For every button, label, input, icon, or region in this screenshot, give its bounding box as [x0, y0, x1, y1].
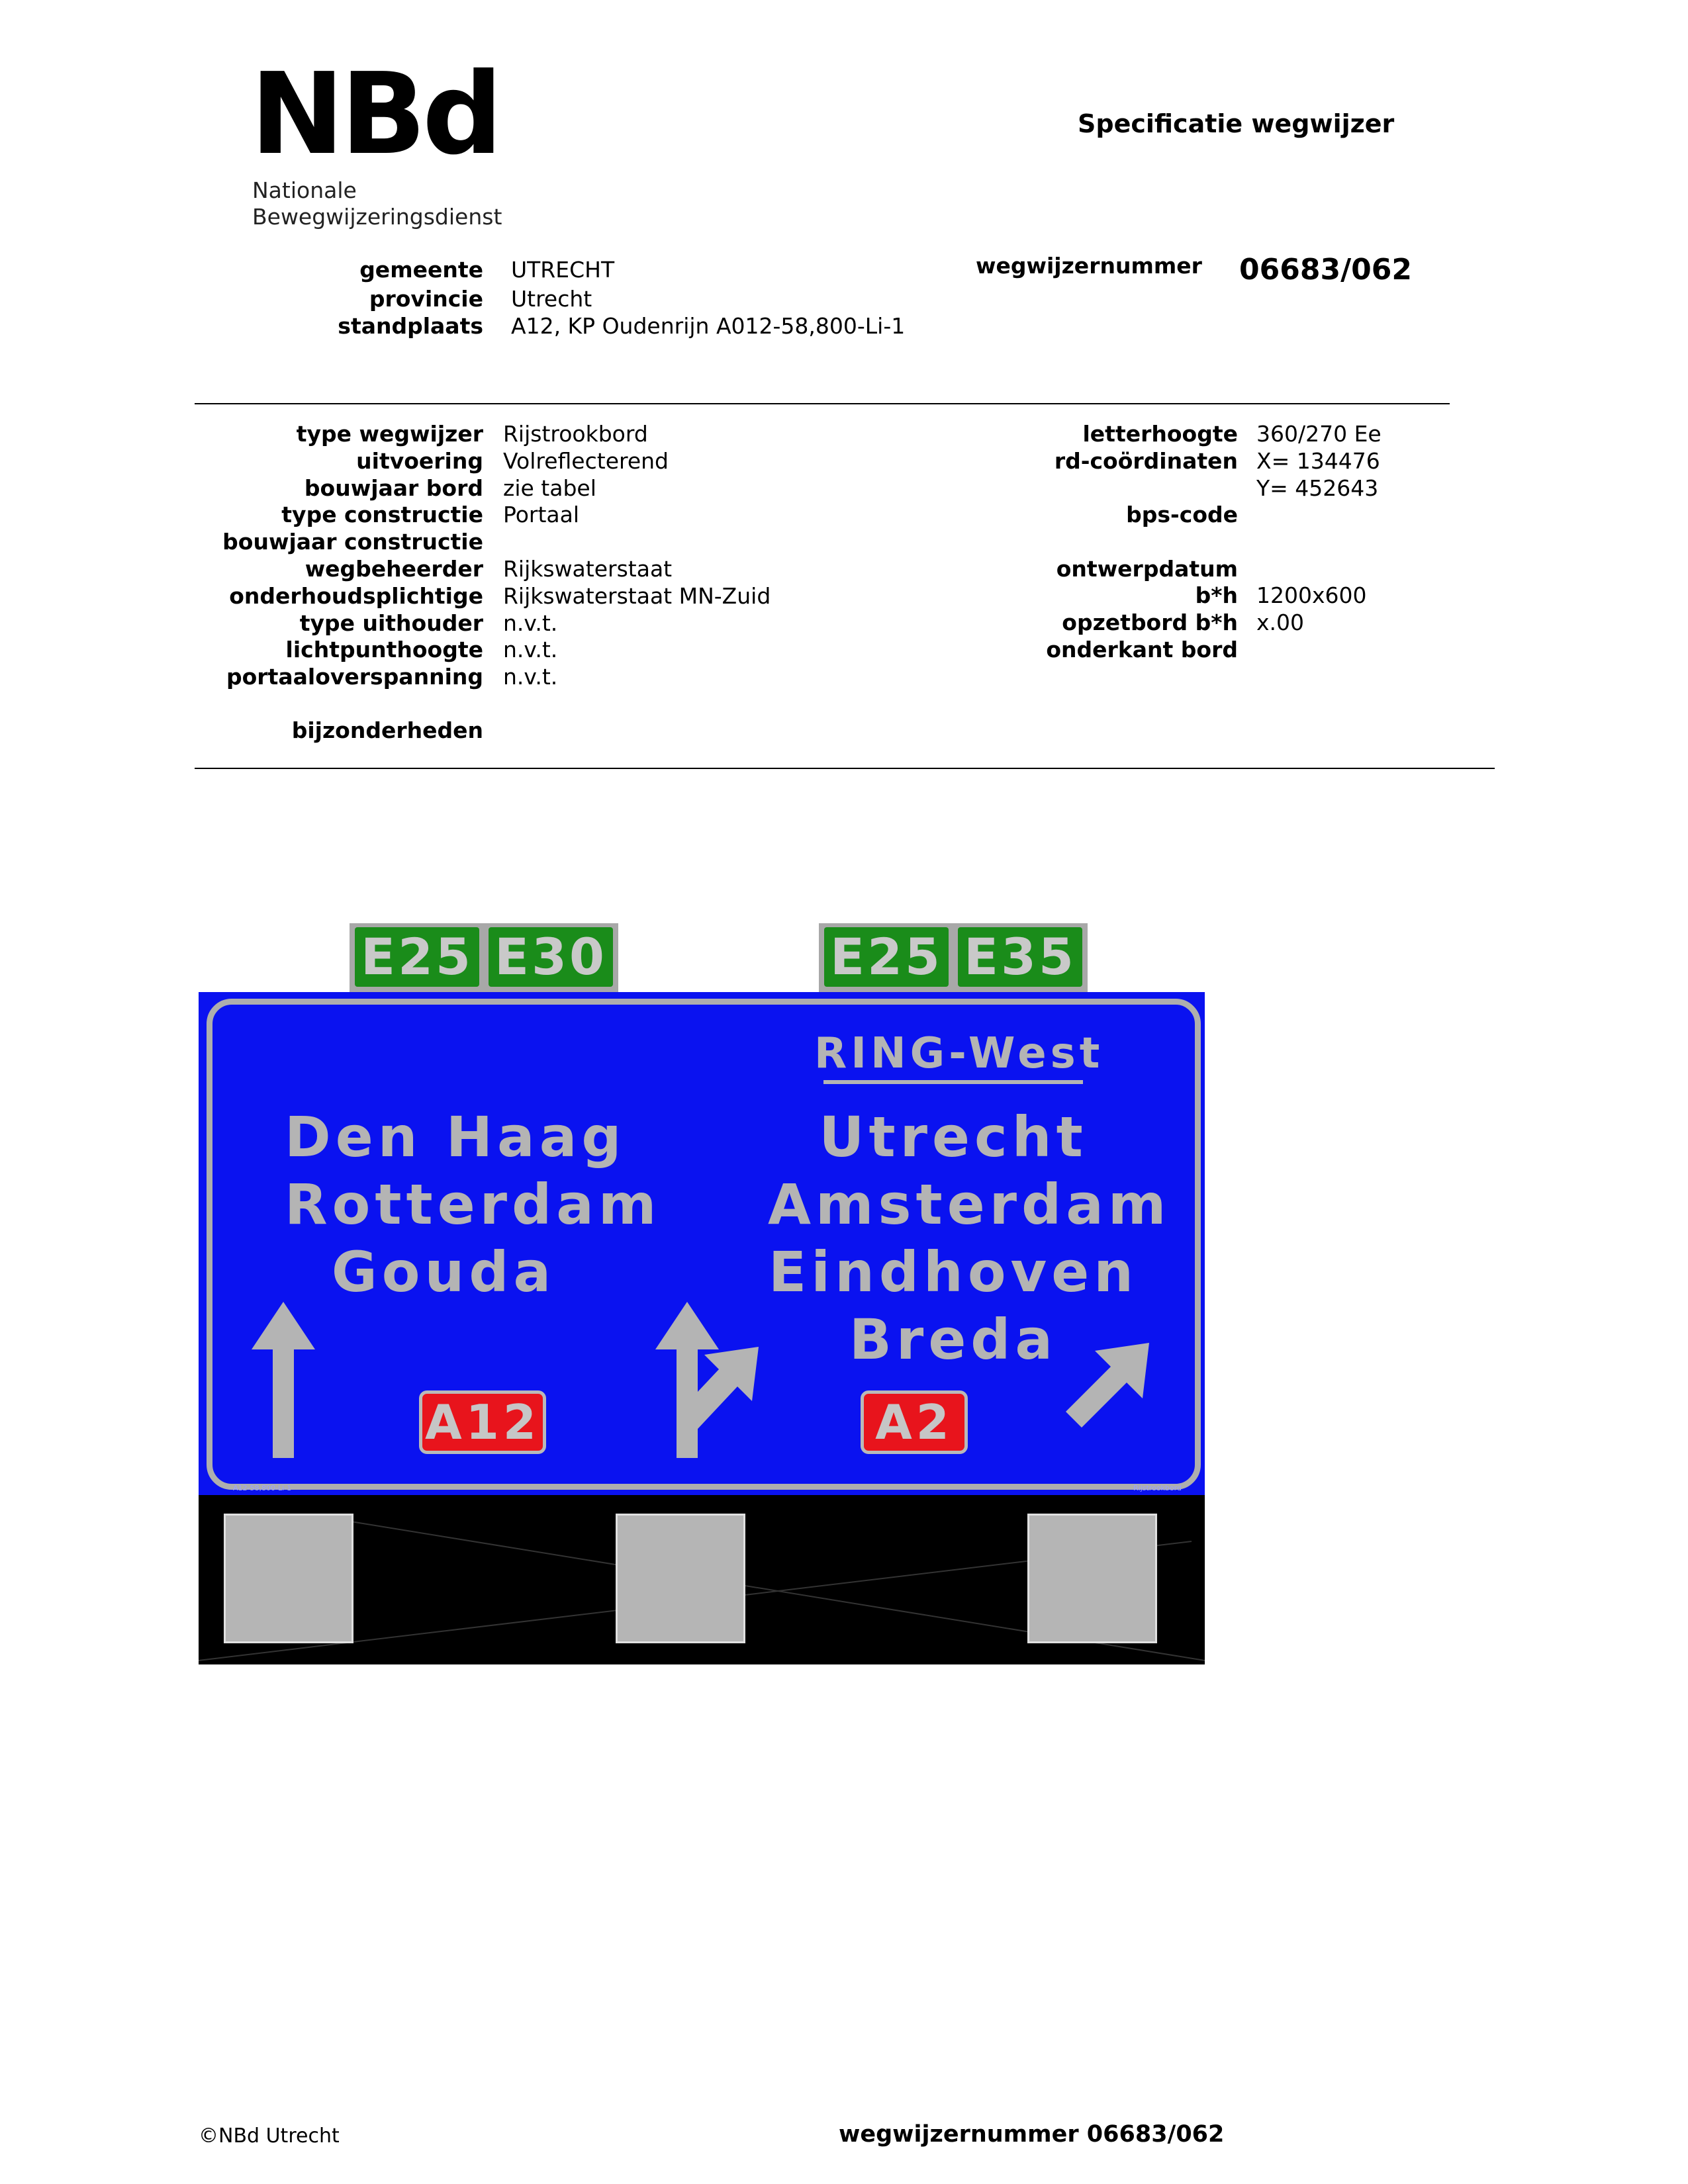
logo-line-1: Nationale: [252, 177, 357, 203]
a-road-shield: A12: [419, 1390, 546, 1454]
e-route-shield: E35: [958, 927, 1082, 987]
spec-value: Rijstrookbord: [503, 421, 648, 447]
post-placeholder: [224, 1514, 353, 1643]
spec-value: n.v.t.: [503, 637, 558, 662]
logo-line-2: Bewegwijzeringsdienst: [252, 204, 502, 230]
spec-value: n.v.t.: [503, 610, 558, 636]
e-route-shield: E25: [824, 927, 949, 987]
destination-right: Amsterdam: [768, 1172, 1171, 1237]
bijzonderheden-label: bijzonderheden: [291, 717, 483, 743]
gemeente-value: UTRECHT: [511, 257, 615, 283]
rd-x-value: X= 134476: [1256, 448, 1380, 474]
divider-top: [195, 403, 1450, 404]
bh-value: 1200x600: [1256, 582, 1367, 608]
spec-label: onderhoudsplichtige: [229, 583, 483, 609]
destination-left: Den Haag: [285, 1105, 626, 1169]
spec-value: n.v.t.: [503, 664, 558, 690]
spec-label: bouwjaar bord: [304, 475, 483, 501]
a-road-shield: A2: [861, 1390, 968, 1454]
standplaats-value: A12, KP Oudenrijn A012-58,800-Li-1: [511, 313, 906, 339]
opzetbord-label: opzetbord b*h: [1062, 610, 1238, 635]
ontwerpdatum-label: ontwerpdatum: [1056, 556, 1238, 582]
wegwijzernummer-label: wegwijzernummer: [976, 253, 1202, 279]
onderkant-label: onderkant bord: [1046, 637, 1238, 662]
ring-label: RING-West: [814, 1029, 1104, 1078]
bh-label: b*h: [1195, 582, 1238, 608]
spec-label: type wegwijzer: [296, 421, 483, 447]
document-title: Specificatie wegwijzer: [1078, 109, 1395, 138]
e-route-shield: E30: [489, 927, 613, 987]
spec-value: Rijkswaterstaat: [503, 556, 673, 582]
rd-y-value: Y= 452643: [1256, 475, 1379, 501]
spec-label: uitvoering: [356, 448, 483, 474]
e-route-shield-group-right: [819, 923, 1088, 992]
arrow-straight-right-icon: [655, 1302, 759, 1458]
sign-drawing: [199, 923, 1205, 1664]
footer-copyright: ©NBd Utrecht: [199, 2124, 340, 2148]
bps-code-label: bps-code: [1126, 502, 1238, 527]
letterhoogte-label: letterhoogte: [1082, 421, 1238, 447]
standplaats-label: standplaats: [338, 313, 483, 339]
post-placeholder: [1027, 1514, 1157, 1643]
footer-wegwijzernummer: wegwijzernummer 06683/062: [839, 2121, 1225, 2148]
e-route-shield: E25: [355, 927, 479, 987]
wegwijzernummer-value: 06683/062: [1239, 253, 1412, 287]
spec-label: type constructie: [281, 502, 483, 527]
sign-panel: [199, 992, 1205, 1495]
gemeente-label: gemeente: [359, 257, 483, 283]
spec-label: portaaloverspanning: [226, 664, 483, 690]
sign-structure-base: [199, 1495, 1205, 1664]
provincie-label: provincie: [369, 286, 483, 312]
opzetbord-value: x.00: [1256, 610, 1305, 635]
arrow-straight-icon: [252, 1302, 315, 1458]
destination-right: Eindhoven: [768, 1240, 1139, 1304]
spec-label: bouwjaar constructie: [222, 529, 483, 555]
arrow-diagonal-right-icon: [1066, 1343, 1149, 1428]
provincie-value: Utrecht: [511, 286, 592, 312]
lane-arrows: [199, 992, 1205, 1495]
letterhoogte-value: 360/270 Ee: [1256, 421, 1382, 447]
sign-code-tiny: A12-58,800-Li-1: [233, 1484, 292, 1492]
destination-left: Gouda: [331, 1240, 556, 1304]
spec-label: lichtpunthoogte: [285, 637, 483, 662]
spec-value: Volreflecterend: [503, 448, 669, 474]
destination-left: Rotterdam: [285, 1172, 661, 1237]
spec-label: type uithouder: [299, 610, 483, 636]
post-placeholder: [616, 1514, 745, 1643]
destination-right: Utrecht: [819, 1105, 1088, 1169]
nbd-logo: NBd: [250, 49, 499, 180]
spec-value: Rijkswaterstaat MN-Zuid: [503, 583, 771, 609]
spec-value: Portaal: [503, 502, 580, 527]
spec-value: zie tabel: [503, 475, 596, 501]
divider-bottom: [195, 768, 1495, 769]
spec-label: wegbeheerder: [305, 556, 483, 582]
destination-right: Breda: [849, 1307, 1058, 1372]
sign-type-tiny: Rijstrookbord: [1133, 1484, 1182, 1492]
e-route-shield-group-left: [350, 923, 618, 992]
rd-coordinaten-label: rd-coördinaten: [1054, 448, 1238, 474]
